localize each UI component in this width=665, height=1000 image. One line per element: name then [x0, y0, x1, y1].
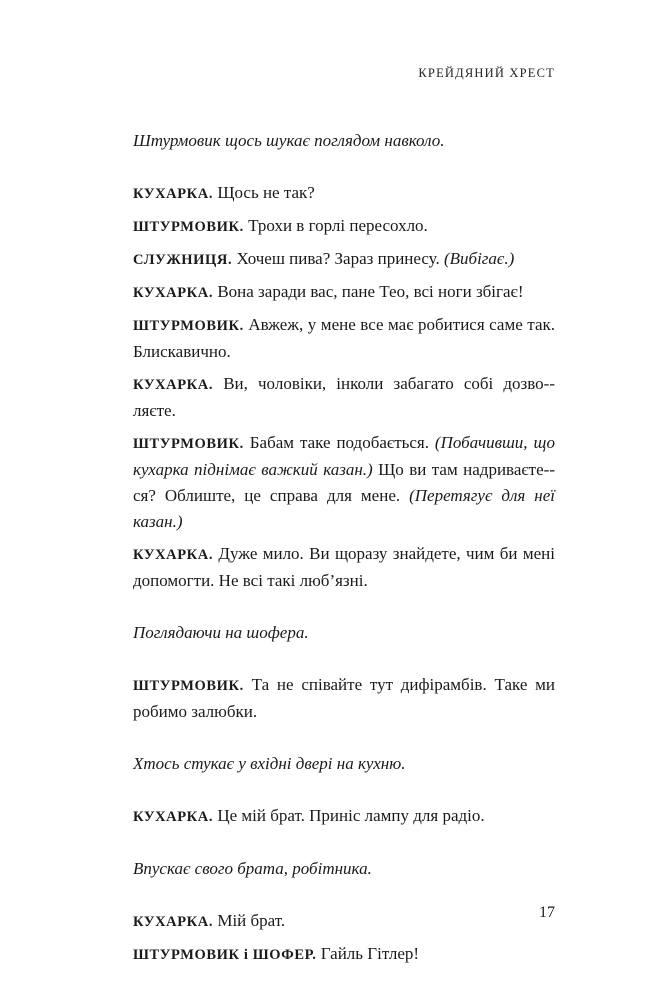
inline-direction: (Вибігає.) [443, 249, 515, 268]
speaker-name: ШТУРМОВИК. [133, 678, 244, 694]
line-text: Ви, чоловіки, інколи забагато собі дозво-ляєте. [133, 374, 555, 420]
dialogue-line [133, 246, 555, 273]
speaker-name: КУХАРКА. [133, 377, 214, 393]
running-head: КРЕЙДЯНИЙ ХРЕСТ [418, 66, 555, 80]
dialogue-line [133, 213, 555, 240]
inline-direction: (Побачивши, що кухарка піднімає важкий казан.) [133, 433, 555, 479]
line-text: Вона заради вас, пане Тео, всі ноги збігає! [213, 282, 524, 301]
line-text: Бабам таке подобається. [243, 433, 435, 452]
line-text: Та не співайте тут дифірамбів. Таке ми робимо залюбки. [133, 675, 555, 721]
stage-direction: Поглядаючи на шофера. [133, 623, 309, 642]
dialogue-line [133, 672, 555, 725]
speaker-name: ШТУРМОВИК і ШОФЕР. [133, 947, 317, 963]
dialogue-line [133, 430, 555, 535]
speaker-name: ШТУРМОВИК. [133, 219, 244, 235]
stage-direction: Штурмовик щось шукає поглядом навколо. [133, 131, 445, 150]
speaker-name: СЛУЖНИЦЯ. [133, 252, 233, 268]
dialogue-line [133, 371, 555, 424]
line-text: Хочеш пива? Зараз принесу. [232, 249, 444, 268]
dialogue-line [133, 541, 555, 594]
line-text: Дуже мило. Ви щоразу знайдете, чим би мені допомогти. Не всі такі люб’язні. [133, 544, 555, 590]
dialogue-line [133, 279, 555, 306]
inline-direction: (Перетягує для неї казан.) [133, 486, 555, 531]
dialogue-line [133, 180, 555, 207]
speaker-name: КУХАРКА. [133, 285, 214, 301]
stage-direction: Впускає свого брата, робітника. [133, 859, 372, 878]
page-body [133, 128, 555, 974]
speaker-name: КУХАРКА. [133, 186, 214, 202]
dialogue-line [133, 312, 555, 365]
line-text: Це мій брат. Приніс лампу для радіо. [213, 806, 485, 825]
line-text: Гайль Гітлер! [316, 944, 420, 963]
speaker-name: КУХАРКА. [133, 809, 214, 825]
speaker-name: КУХАРКА. [133, 914, 214, 930]
stage-direction: Хтось стукає у вхідні двері на кухню. [133, 754, 406, 773]
line-text: Трохи в горлі пересохло. [243, 216, 428, 235]
line-text: Щось не так? [213, 183, 315, 202]
dialogue-line [133, 941, 555, 968]
speaker-name: ШТУРМОВИК. [133, 318, 244, 334]
dialogue-line [133, 908, 555, 935]
line-text: Авжеж, у мене все має робитися саме так. Блискавично. [133, 315, 555, 361]
speaker-name: ШТУРМОВИК. [133, 436, 244, 452]
speaker-name: КУХАРКА. [133, 547, 214, 563]
line-text: Що ви там надриваєте-ся? Облиште, це справа для мене. [133, 460, 555, 505]
line-text: Мій брат. [213, 911, 286, 930]
dialogue-line [133, 803, 555, 830]
page-number: 17 [539, 904, 555, 921]
